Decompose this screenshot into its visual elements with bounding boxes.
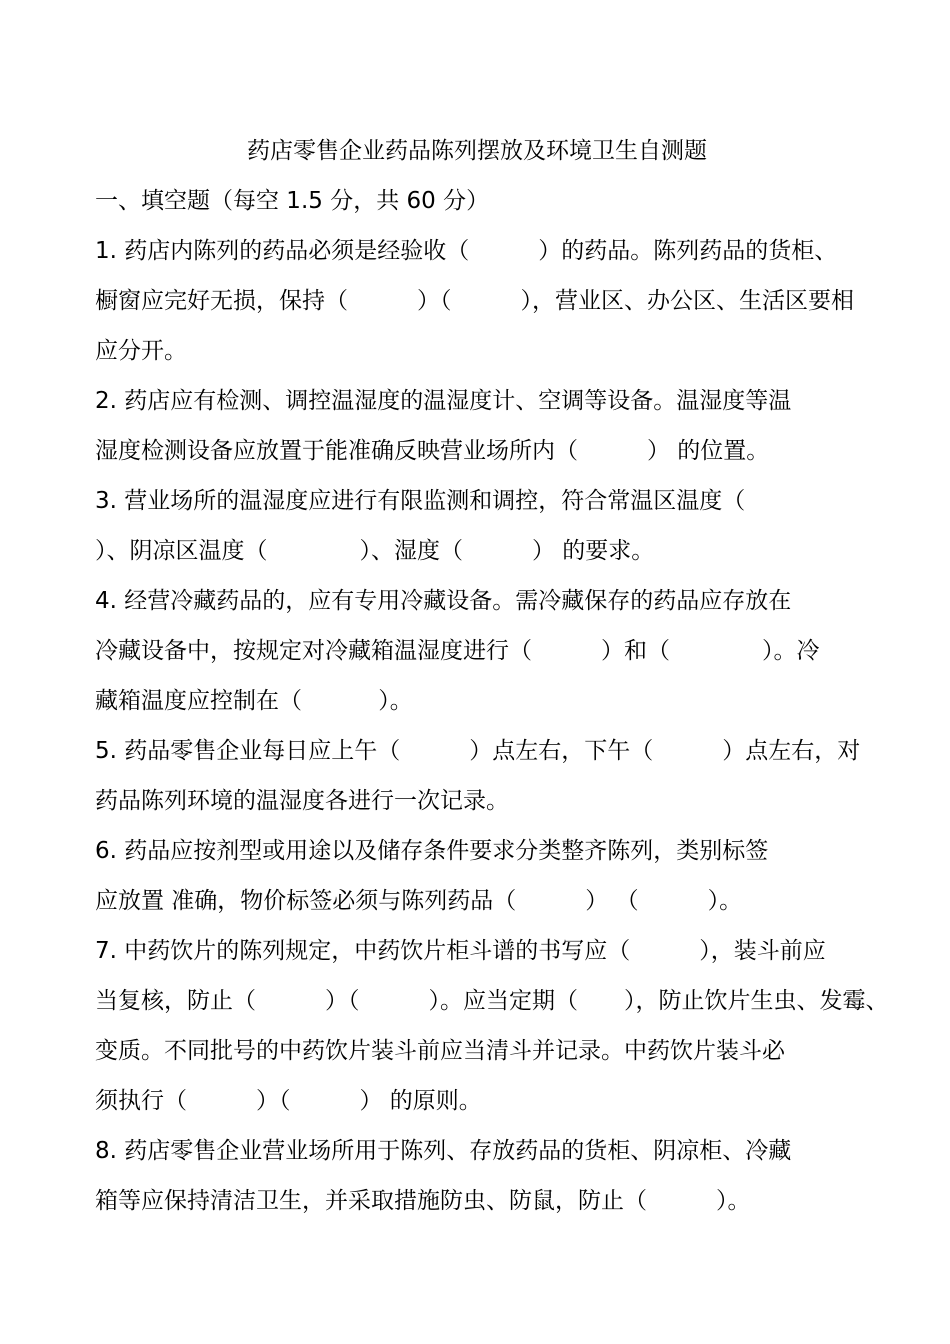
question-line: 3. 营业场所的温湿度应进行有限监测和调控，符合常温区温度（ <box>95 488 746 514</box>
question-line: 5. 药品零售企业每日应上午（ ）点左右，下午（ ）点左右，对 <box>95 738 861 764</box>
question-2 <box>95 376 865 476</box>
question-line: 1. 药店内陈列的药品必须是经验收（ ）的药品。陈列药品的货柜、 <box>95 238 838 264</box>
question-line: 应分开。 <box>95 338 187 364</box>
question-5 <box>95 726 865 826</box>
question-line: 湿度检测设备应放置于能准确反映营业场所内（ ） 的位置。 <box>95 438 770 464</box>
question-line: 7. 中药饮片的陈列规定，中药饮片柜斗谱的书写应（ ），装斗前应 <box>95 938 826 964</box>
question-1 <box>95 226 865 376</box>
question-line: 橱窗应完好无损，保持（ ）（ ），营业区、办公区、生活区要相 <box>95 288 854 314</box>
section-heading: 一、填空题（每空 1.5 分，共 60 分） <box>95 188 490 214</box>
question-line: 应放置 准确，物价标签必须与陈列药品（ ） （ ）。 <box>95 888 743 914</box>
question-line: 须执行（ ）（ ） 的原则。 <box>95 1088 482 1114</box>
document-page <box>95 126 889 1226</box>
question-line: 2. 药店应有检测、调控温湿度的温湿度计、空调等设备。温湿度等温 <box>95 388 792 414</box>
question-line: 8. 药店零售企业营业场所用于陈列、存放药品的货柜、阴凉柜、冷藏 <box>95 1138 792 1164</box>
question-6 <box>95 826 865 926</box>
document-title: 药店零售企业药品陈列摆放及环境卫生自测题 <box>247 138 707 164</box>
question-7 <box>95 926 889 1126</box>
question-3 <box>95 476 865 576</box>
question-line: 6. 药品应按剂型或用途以及储存条件要求分类整齐陈列，类别标签 <box>95 838 769 864</box>
question-line: 药品陈列环境的温湿度各进行一次记录。 <box>95 788 509 814</box>
question-line: 冷藏设备中，按规定对冷藏箱温湿度进行（ ）和（ ）。冷 <box>95 638 820 664</box>
question-8 <box>95 1126 865 1226</box>
question-line: 4. 经营冷藏药品的，应有专用冷藏设备。需冷藏保存的药品应存放在 <box>95 588 792 614</box>
question-line: 藏箱温度应控制在（ ）。 <box>95 688 413 714</box>
question-4 <box>95 576 865 726</box>
question-line: 变质。不同批号的中药饮片装斗前应当清斗并记录。中药饮片装斗必 <box>95 1038 785 1064</box>
question-line: ）、阴凉区温度（ ）、湿度（ ） 的要求。 <box>95 538 655 564</box>
question-line: 当复核，防止（ ）（ ）。应当定期（ ），防止饮片生虫、发霉、 <box>95 988 889 1014</box>
question-line: 箱等应保持清洁卫生，并采取措施防虫、防鼠，防止（ ）。 <box>95 1188 751 1214</box>
